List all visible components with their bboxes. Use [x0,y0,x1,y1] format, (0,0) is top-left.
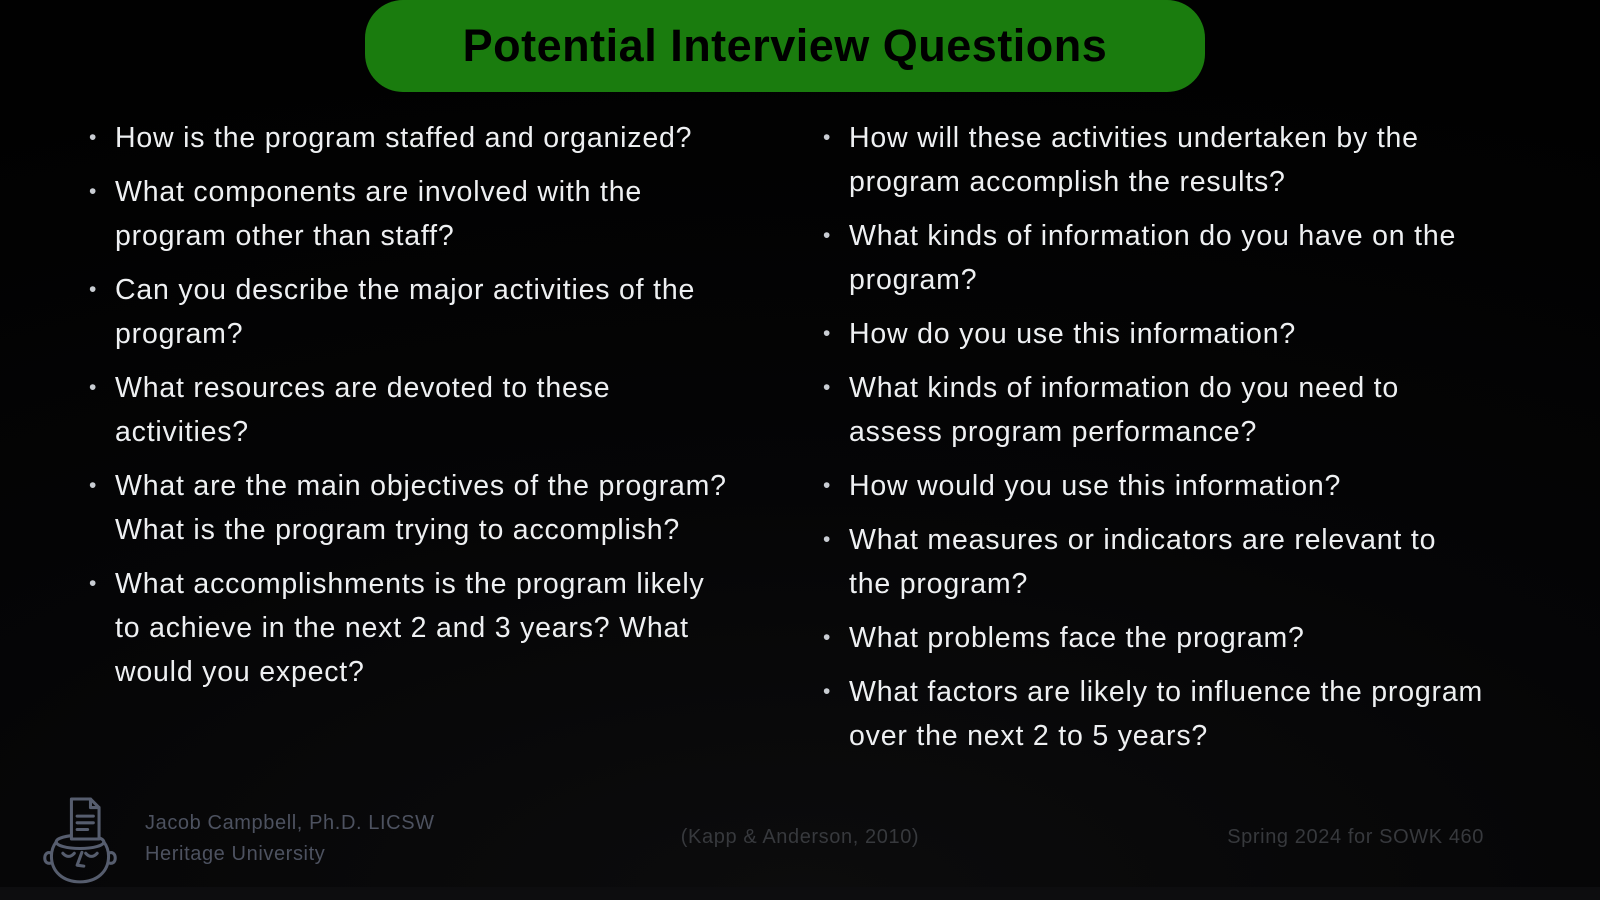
author-affiliation: Heritage University [145,843,326,865]
slide-footer [0,790,1600,900]
bullet-item: • What accomplishments is the program likely to achieve in the next 2 and 3 years? What would you expect? [88,562,736,694]
citation-text: (Kapp & Anderson, 2010) [680,826,920,848]
bullet-item: • What factors are likely to influence the program over the next 2 to 5 years? [822,670,1484,758]
bullet-item: • Can you describe the major activities of the program? [88,268,736,356]
author-name: Jacob Campbell, Ph.D. LICSW [145,812,435,834]
bullet-item: • What resources are devoted to these activities? [88,366,736,454]
course-info-text: Spring 2024 for SOWK 460 [1227,826,1484,848]
slide-title: Potential Interview Questions [462,20,1108,71]
bullet-item: • What kinds of information do you need to assess program performance? [822,366,1484,454]
bullet-item: • How do you use this information? [822,312,1484,356]
bullet-item: • What are the main objectives of the program? What is the program trying to accomplish? [88,464,736,552]
title-banner [365,0,1205,92]
bottom-edge-strip [0,887,1600,900]
slide-body [88,116,1512,768]
bullet-list-left [88,116,736,768]
bullet-item: • How would you use this information? [822,464,1484,508]
bullet-item: • What kinds of information do you have on the program? [822,214,1484,302]
bullet-item: • What problems face the program? [822,616,1484,660]
bullet-item: • What measures or indicators are relevant to the program? [822,518,1484,606]
bullet-item: • How is the program staffed and organized? [88,116,736,160]
bullet-list-right [822,116,1484,768]
bullet-item: • What components are involved with the program other than staff? [88,170,736,258]
bullet-item: • How will these activities undertaken by the program accomplish the results? [822,116,1484,204]
